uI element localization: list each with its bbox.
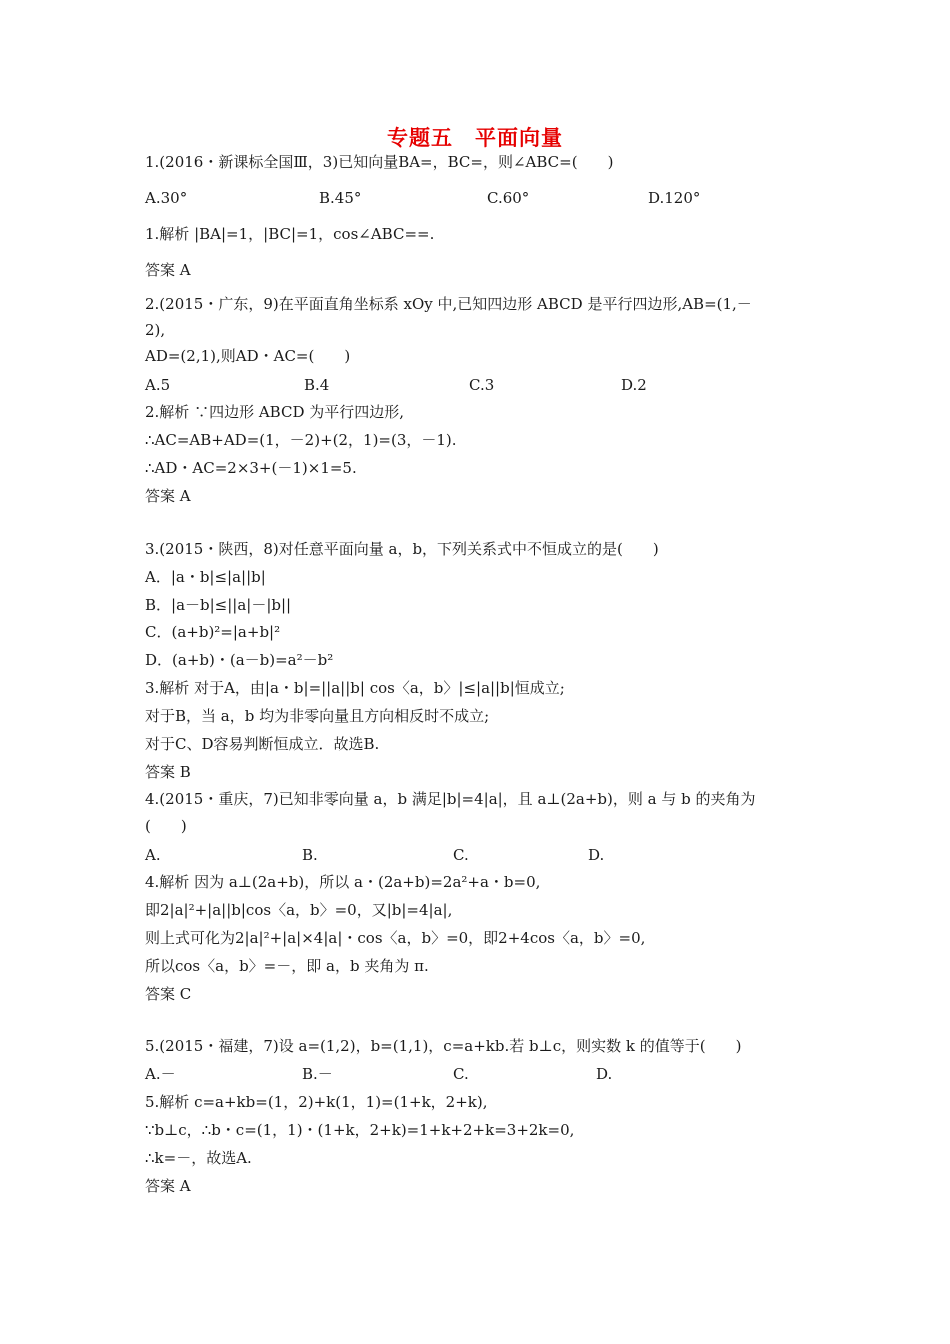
question-2-answer: 答案 A [145,487,191,505]
question-4-solution: 即2|a|²+|a||b|cos〈a，b〉=0，又|b|=4|a|, [145,901,453,919]
question-5-solution: 5.解析 c=a+kb=(1，2)+k(1，1)=(1+k，2+k), [145,1093,488,1111]
question-4-options [145,845,825,865]
question-5-solution: ∴k=－，故选A. [145,1149,252,1167]
question-2-stem-cont: AD=(2,1),则AD・AC=( ) [145,347,351,365]
question-3-solution: 3.解析 对于A，由|a・b|=||a||b| cos〈a，b〉|≤|a||b|恒成立; [145,679,565,697]
question-1-answer: 答案 A [145,261,191,279]
option-b: B. [302,846,318,864]
question-1-options [145,188,825,208]
question-3-solution: 对于C、D容易判断恒成立．故选B. [145,735,380,753]
question-4-stem-cont: ( ) [145,817,187,835]
option-d: D.120° [648,189,701,207]
option-b: B.45° [319,189,362,207]
question-5-answer: 答案 A [145,1177,191,1195]
option-c: C．(a+b)²=|a+b|² [145,623,281,641]
question-3-solution: 对于B，当 a，b 均为非零向量且方向相反时不成立; [145,707,490,725]
option-c: C. [453,846,469,864]
option-d: D．(a+b)・(a－b)=a²－b² [145,651,334,669]
question-5-stem: 5.(2015・福建，7)设 a=(1,2)，b=(1,1)，c=a+kb.若 b⊥c，则实数 k 的值等于( ) [145,1037,742,1055]
question-4-solution: 所以cos〈a，b〉=－，即 a，b 夹角为 π. [145,957,429,975]
option-a: A.－ [145,1065,176,1083]
option-d: D. [596,1065,613,1083]
question-3-stem: 3.(2015・陕西，8)对任意平面向量 a，b，下列关系式中不恒成立的是( ) [145,540,659,558]
question-1-stem: 1.(2016・新课标全国Ⅲ，3)已知向量BA=，BC=，则∠ABC=( ) [145,153,614,171]
question-2-solution: ∴AD・AC=2×3+(－1)×1=5. [145,459,357,477]
option-c: C.3 [469,376,495,394]
question-5-solution: ∵b⊥c，∴b・c=(1，1)・(1+k，2+k)=1+k+2+k=3+2k=0, [145,1121,575,1139]
question-4-stem: 4.(2015・重庆，7)已知非零向量 a，b 满足|b|=4|a|，且 a⊥(2a+b)，则 a 与 b 的夹角为 [145,790,756,808]
option-a: A.30° [145,189,188,207]
option-d: D.2 [621,376,647,394]
question-2-stem: 2.(2015・广东，9)在平面直角坐标系 xOy 中,已知四边形 ABCD 是平行四边形,AB=(1,－ [145,295,752,313]
question-4-answer: 答案 C [145,985,192,1003]
option-d: D. [588,846,605,864]
question-3-answer: 答案 B [145,763,191,781]
option-a: A．|a・b|≤|a||b| [145,568,266,586]
option-c: C. [453,1065,469,1083]
question-4-solution: 则上式可化为2|a|²+|a|×4|a|・cos〈a，b〉=0，即2+4cos〈a，b〉=0, [145,929,646,947]
option-a: A.5 [145,376,171,394]
option-b: B.－ [302,1065,333,1083]
question-2-stem-cont: 2), [145,321,166,339]
question-2-solution: ∴AC=AB+AD=(1，－2)+(2，1)=(3，－1). [145,431,457,449]
option-b: B.4 [304,376,330,394]
question-1-solution: 1.解析 |BA|=1，|BC|=1，cos∠ABC==. [145,225,435,243]
question-2-solution: 2.解析 ∵四边形 ABCD 为平行四边形, [145,403,405,421]
question-2-options [145,375,825,395]
option-b: B．|a－b|≤||a|－|b|| [145,596,292,614]
option-a: A. [145,846,161,864]
page-title: 专题五 平面向量 [387,126,563,150]
question-5-options [145,1064,825,1084]
option-c: C.60° [487,189,530,207]
question-4-solution: 4.解析 因为 a⊥(2a+b)，所以 a・(2a+b)=2a²+a・b=0, [145,873,541,891]
